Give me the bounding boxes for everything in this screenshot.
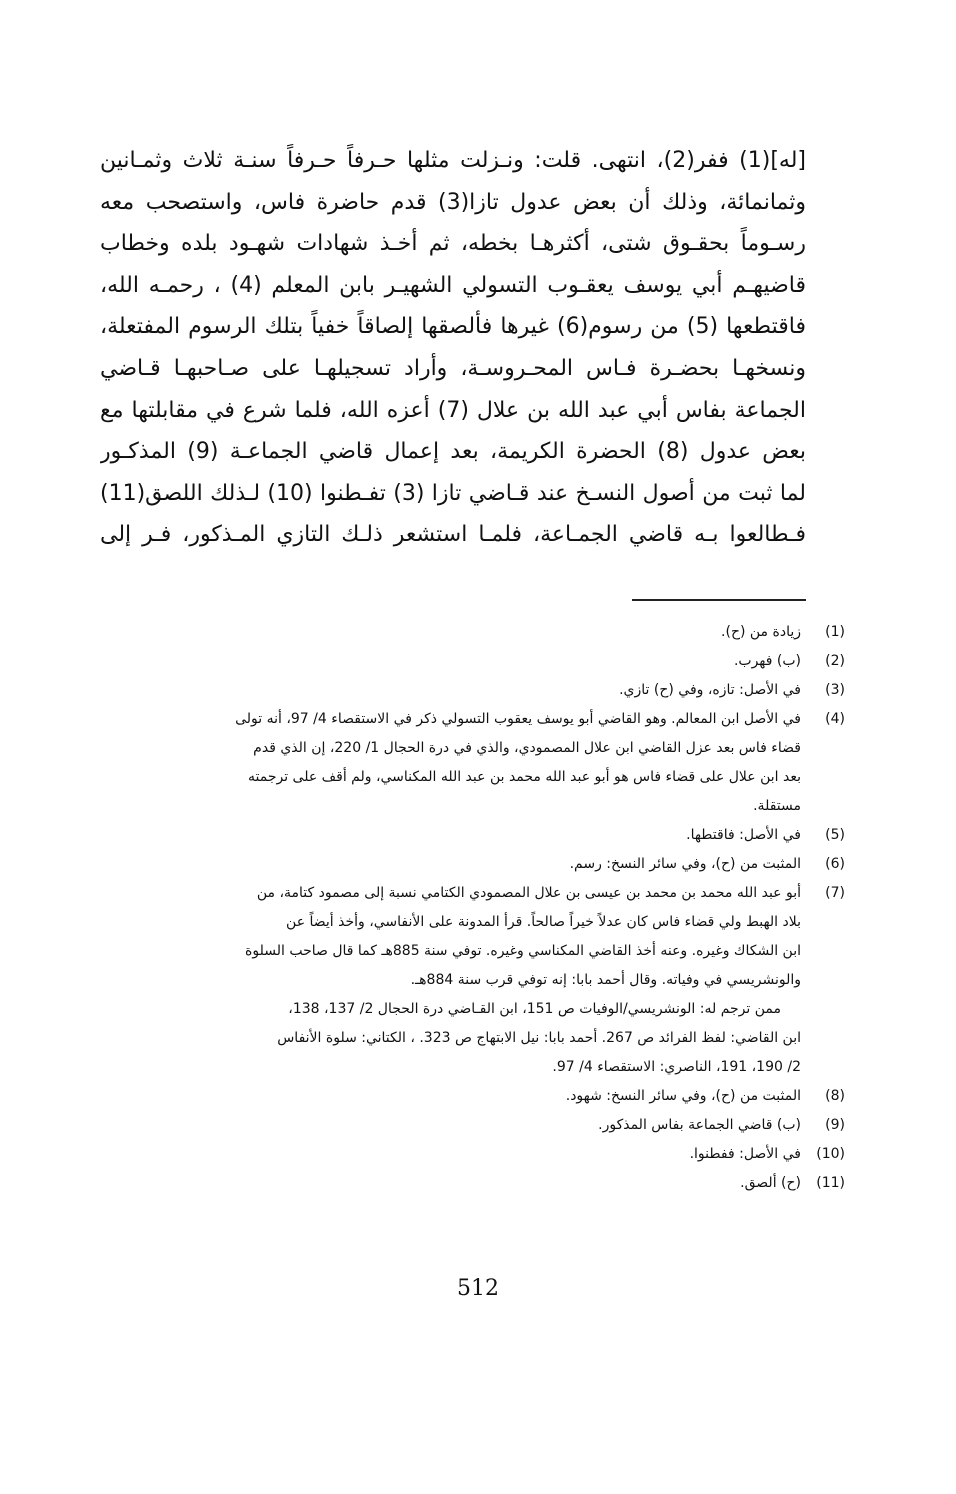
text-line: الجماعة بفاس أبي عبد الله بن علال (7) أعزه الله، فلما شرع في مقابلتها مع xyxy=(100,397,806,423)
footnote-text: في الأصل: ففطنوا. xyxy=(689,1146,801,1162)
footnote-3 xyxy=(100,676,845,705)
footnote-number: (11) xyxy=(816,1175,845,1191)
footnote-number: (10) xyxy=(816,1146,845,1162)
footnote-text: بعد ابن علال على قضاء فاس هو أبو عبد الله محمد بن عبد الله المكناسي، ولم أقف على ترجمته xyxy=(248,769,801,785)
footnote-text: المثبت من (ح)، وفي سائر النسخ: رسم. xyxy=(569,856,801,872)
footnote-1 xyxy=(100,618,845,647)
footnote-text: في الأصل: فاقتطها. xyxy=(686,827,801,843)
footnote-text: والونشريسي في وفياته. وقال أحمد بابا: إنه توفي قرب سنة 884هـ. xyxy=(410,972,801,988)
text-line: فاقتطعها (5) من رسوم(6) غيرها فألصقها إلصاقاً خفياً بتلك الرسوم المفتعلة، xyxy=(100,314,806,340)
text-line: ونسخهـا بحضـرة فـاس المحـروسـة، وأراد تسجيلهـا على صـاحبهـا قـاضي xyxy=(100,355,806,381)
footnote-number: (1) xyxy=(825,624,845,640)
footnote-text: ابن القاضي: لفظ الفرائد ص 267. أحمد بابا: نيل الابتهاج ص 323. ، الكتاني: سلوة الأنفاس xyxy=(277,1030,801,1046)
footnote-number: (3) xyxy=(825,682,845,698)
footnote-text: مستقلة. xyxy=(753,798,801,814)
footnote-text: 2/ 190، 191، الناصري: الاستقصاء 4/ 97. xyxy=(552,1059,801,1075)
footnote-number: (4) xyxy=(825,711,845,727)
footnote-separator xyxy=(632,599,806,601)
footnote-number: (9) xyxy=(825,1117,845,1133)
footnote-10 xyxy=(100,1140,845,1169)
footnote-text: ممن ترجم له: الونشريسي/الوفيات ص 151، ابن القـاضي درة الحجال 2/ 137، 138، xyxy=(288,1001,781,1017)
footnote-text: في الأصل ابن المعالم. وهو القاضي أبو يوسف يعقوب التسولي ذكر في الاستقصاء 4/ 97، أنه تولى xyxy=(235,711,801,727)
footnote-text: المثبت من (ح)، وفي سائر النسخ: شهود. xyxy=(565,1088,801,1104)
footnote-number: (6) xyxy=(825,856,845,872)
text-line: قاضيهـم أبي يوسف يعقـوب التسولي الشهيـر بابن المعلم (4) ، رحمـه الله، xyxy=(100,272,806,298)
text-line: بعض عدول (8) الحضرة الكريمة، بعد إعمال قاضي الجماعـة (9) المذكـور xyxy=(100,439,806,465)
text-line: [له](1) ففر(2)، انتهى. قلت: ونـزلت مثلها حـرفاً حـرفاً سنـة ثلاث وثمـانين xyxy=(100,148,806,173)
footnote-9 xyxy=(100,1111,845,1140)
footnote-text: قضاء فاس بعد عزل القاضي ابن علال المصمودي، والذي في درة الحجال 1/ 220، إن الذي قدم xyxy=(253,740,801,756)
footnote-11 xyxy=(100,1169,845,1198)
footnote-8 xyxy=(100,1082,845,1111)
footnote-text: ابن الشكاك وغيره. وعنه أخذ القاضي المكناسي وغيره. توفي سنة 885هـ كما قال صاحب السلوة xyxy=(245,943,801,959)
footnote-6 xyxy=(100,850,845,879)
footnote-4 xyxy=(100,705,845,821)
footnote-text: (ب) فهرب. xyxy=(733,653,801,669)
footnote-number: (8) xyxy=(825,1088,845,1104)
main-text xyxy=(100,140,806,556)
text-line: وثمانمائة، وذلك أن بعض عدول تازا(3) قدم حاضرة فاس، واستصحب معه xyxy=(100,189,806,215)
footnote-text: في الأصل: تازه، وفي (ح) تازي. xyxy=(619,682,801,698)
footnote-text: زيادة من (ح). xyxy=(721,624,801,640)
text-line: فـطالعوا بـه قاضي الجمـاعة، فلمـا استشعر ذلـك التازي المـذكور، فـر إلى xyxy=(100,522,806,548)
footnote-number: (7) xyxy=(825,885,845,901)
footnote-number: (2) xyxy=(825,653,845,669)
footnote-2 xyxy=(100,647,845,676)
footnotes xyxy=(100,618,845,1198)
footnote-7 xyxy=(100,879,845,1082)
footnote-5 xyxy=(100,821,845,850)
footnote-text: (ب) قاضي الجماعة بفاس المذكور. xyxy=(598,1117,801,1133)
footnote-sources xyxy=(100,995,801,1024)
page-number: 512 xyxy=(457,1276,499,1301)
text-line: رسـوماً بحقـوق شتى، أكثرهـا بخطه، ثم أخـذ شهادات شهـود بلده وخطاب xyxy=(100,231,806,257)
text-line: لما ثبت من أصول النسـخ عند قـاضي تازا (3) تفـطنوا (10) لـذلك اللصق(11) xyxy=(100,480,806,506)
footnote-text: أبو عبد الله محمد بن محمد بن عيسى بن علال المصمودي الكتامي نسبة إلى مصمود كتامة، من xyxy=(256,885,801,901)
footnote-text: بلاد الهبط ولي قضاء فاس كان عدلاً خيراً صالحاً. قرأ المدونة على الأنفاسي، وأخذ أيضاً عن xyxy=(286,914,801,930)
footnote-number: (5) xyxy=(825,827,845,843)
footnote-text: (ح) ألصق. xyxy=(740,1175,801,1191)
